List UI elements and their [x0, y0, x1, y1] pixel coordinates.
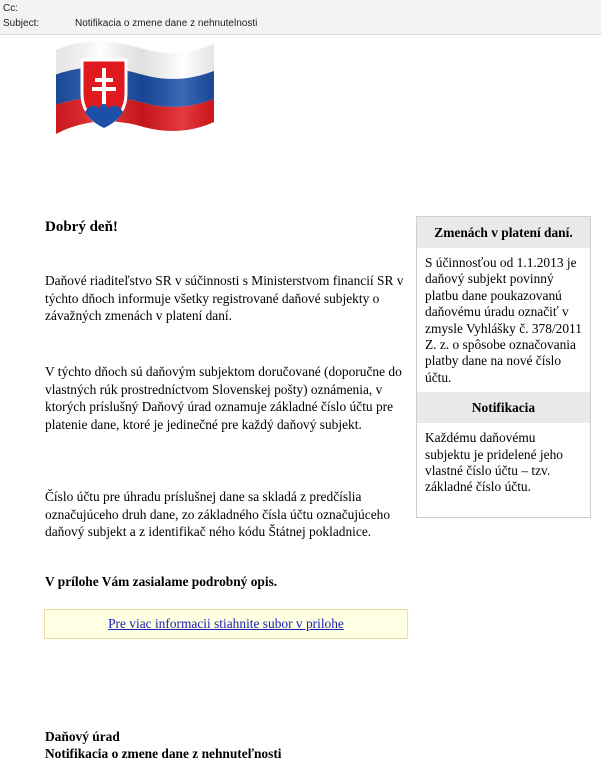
greeting: Dobrý deň!	[45, 219, 118, 235]
cc-row	[3, 2, 75, 16]
email-header	[0, 0, 601, 35]
attachment-note: V prílohe Vám zasialame podrobný opis.	[45, 574, 278, 589]
sidebar-text-changes: S účinnosťou od 1.1.2013 je daňový subjekt povinný platbu dane poukazovanú daňovému úradu označiť v zmysle Vyhlášky č. 378/2011 Z. z. o spôsobe označovania platby dane na nové číslo účtu.	[425, 255, 582, 385]
sidebar-text-notification: Každému daňovému subjektu je pridelené jeho vlastné číslo účtu – tzv. základné číslo účtu.	[425, 430, 563, 495]
paragraph-notices: V týchto dňoch sú daňovým subjektom doručované (doporučne do vlastných rúk prostredníctvom Slovenskej pošty) oznámenia, v ktorých príslušný Daňový úrad oznamuje základné číslo účtu pre platenie dane, ktoré je jedinečné pre každý daňový subjekt.	[45, 364, 402, 432]
sidebar-panel	[416, 216, 591, 518]
cc-label: Cc:	[3, 3, 18, 14]
signature-office: Daňový úrad	[45, 729, 120, 744]
sidebar-heading-notification: Notifikacia	[417, 392, 590, 423]
download-attachment-link[interactable]: Pre viac informacii stiahnite subor v prilohe	[108, 616, 344, 631]
download-banner	[44, 609, 408, 639]
subject-row	[3, 17, 257, 31]
subject-label: Subject:	[3, 18, 40, 29]
slovak-flag-image	[52, 36, 216, 144]
signature-subject: Notifikacia o zmene dane z nehnuteľnosti	[45, 746, 282, 761]
sidebar-heading-changes: Zmenách v platení daní.	[417, 217, 590, 248]
paragraph-intro: Daňové riaditeľstvo SR v súčinnosti s Ministerstvom financií SR v týchto dňoch informuje všetky registrované daňové subjekty o závažných zmenách v platení daní.	[45, 273, 404, 323]
paragraph-account-number: Číslo účtu pre úhradu príslušnej dane sa skladá z predčíslia označujúceho druh dane, zo základného čísla účtu označujúceho daňový subjekt a z identifikač ného kódu Štátnej pokladnice.	[45, 489, 391, 539]
subject-value: Notifikacia o zmene dane z nehnutelnosti	[75, 18, 258, 29]
